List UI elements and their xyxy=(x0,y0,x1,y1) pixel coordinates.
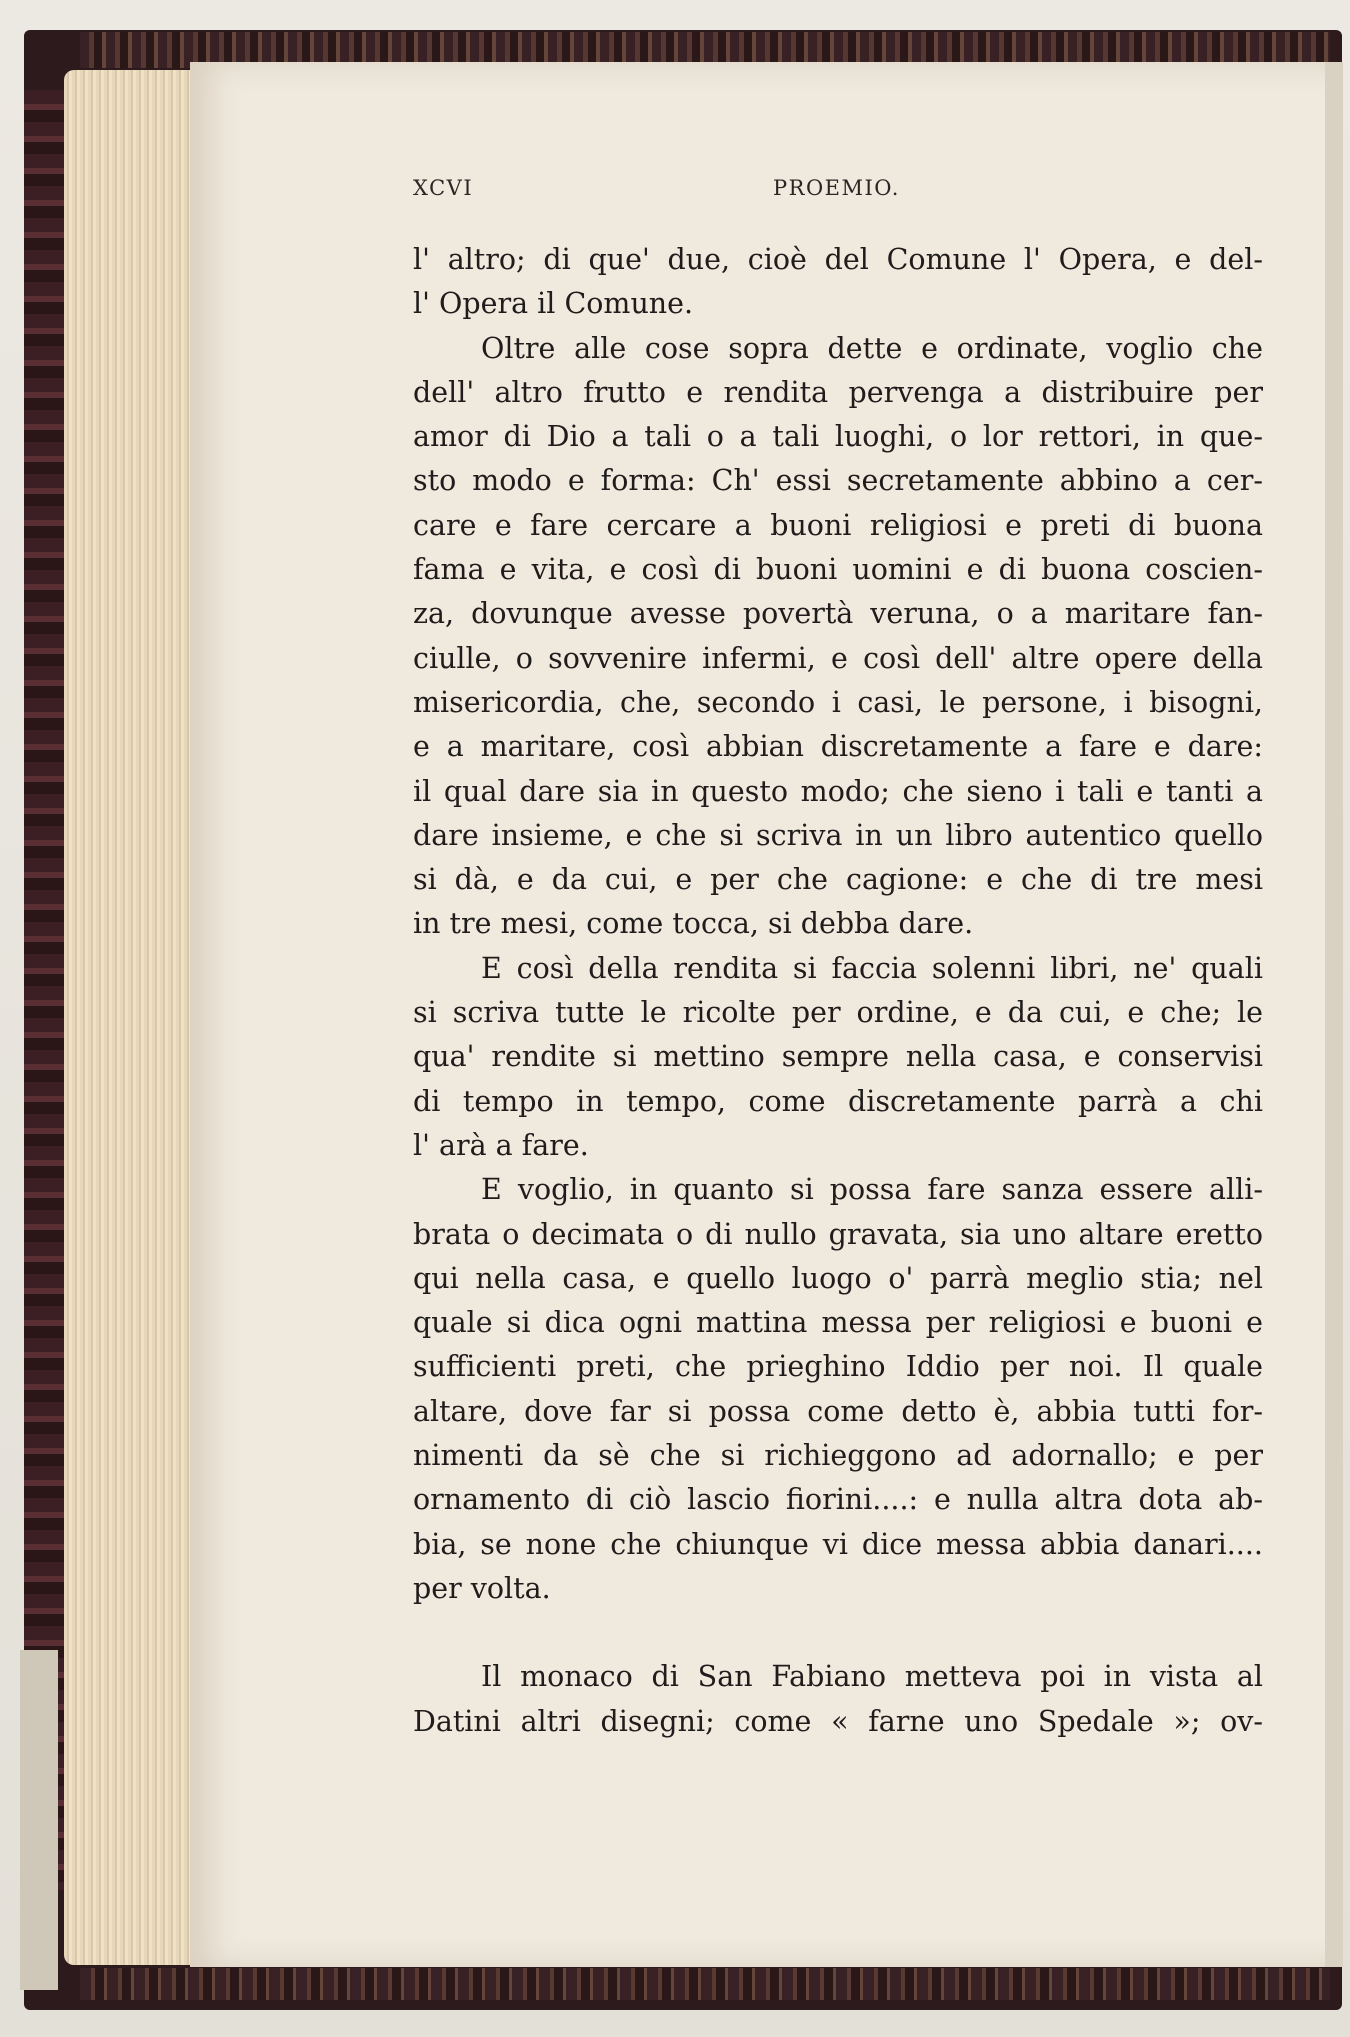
text-line: za, dovunque avesse povertà veruna, o a maritare fan- xyxy=(413,597,1263,631)
text-line: sto modo e forma: Ch' essi secretamente abbino a cer- xyxy=(413,464,1263,498)
text-line: l' Opera il Comune. xyxy=(413,287,694,321)
next-page-edge xyxy=(1325,62,1343,1967)
text-line: di tempo in tempo, come discretamente parrà a chi xyxy=(413,1084,1263,1118)
page-number: XCVI xyxy=(413,176,474,200)
text-line: il qual dare sia in questo modo; che sieno i tali e tanti a xyxy=(413,774,1263,808)
text-line: l' arà a fare. xyxy=(413,1128,589,1162)
text-line: Oltre alle cose sopra dette e ordinate, voglio che xyxy=(481,331,1263,365)
text-line: si scriva tutte le ricolte per ordine, e da cui, e che; le xyxy=(413,996,1263,1030)
text-line: sufficienti preti, che prieghino Iddio per noi. Il quale xyxy=(413,1350,1263,1384)
running-header xyxy=(413,176,1263,206)
paragraph xyxy=(413,1655,1263,1744)
text-line: qua' rendite si mettino sempre nella casa, e conservisi xyxy=(413,1040,1263,1074)
text-line: altare, dove far si possa come detto è, abbia tutti for- xyxy=(413,1394,1263,1428)
text-line: e a maritare, così abbian discretamente a fare e dare: xyxy=(413,730,1263,764)
paragraph xyxy=(413,238,1263,327)
text-line: E così della rendita si faccia solenni libri, ne' quali xyxy=(481,951,1263,985)
section-gap xyxy=(413,1611,1263,1655)
paragraph xyxy=(413,1168,1263,1611)
page-stack-edge xyxy=(64,70,204,1965)
running-title: PROEMIO. xyxy=(773,176,900,200)
body-text xyxy=(413,238,1263,1744)
text-line: brata o decimata o di nullo gravata, sia uno altare eretto xyxy=(413,1217,1263,1251)
book-spine-edge xyxy=(24,90,68,1890)
text-line: dare insieme, e che si scriva in un libro autentico quello xyxy=(413,818,1263,852)
text-line: fama e vita, e così di buoni uomini e di buona coscien- xyxy=(413,553,1263,587)
paragraph xyxy=(413,947,1263,1168)
spine-paper-patch xyxy=(20,1650,58,1990)
text-line: amor di Dio a tali o a tali luoghi, o lor rettori, in que- xyxy=(413,420,1263,454)
paragraph xyxy=(413,327,1263,947)
text-line: per volta. xyxy=(413,1571,551,1605)
text-line: E voglio, in quanto si possa fare sanza essere alli- xyxy=(481,1173,1263,1207)
text-line: dell' altro frutto e rendita pervenga a distribuire per xyxy=(413,375,1263,409)
text-line: ornamento di ciò lascio fiorini....: e nulla altra dota ab- xyxy=(413,1483,1263,1517)
text-line: misericordia, che, secondo i casi, le persone, i bisogni, xyxy=(413,685,1263,719)
text-line: nimenti da sè che si richieggono ad adornallo; e per xyxy=(413,1439,1263,1473)
text-line: care e fare cercare a buoni religiosi e preti di buona xyxy=(413,508,1263,542)
text-line: in tre mesi, come tocca, si debba dare. xyxy=(413,907,974,941)
text-line: Il monaco di San Fabiano metteva poi in vista al xyxy=(481,1660,1263,1694)
text-line: si dà, e da cui, e per che cagione: e che di tre mesi xyxy=(413,863,1263,897)
text-line: ciulle, o sovvenire infermi, e così dell' altre opere della xyxy=(413,641,1263,675)
text-line: l' altro; di que' due, cioè del Comune l' Opera, e del- xyxy=(413,243,1263,276)
text-line: Datini altri disegni; come « farne uno Spedale »; ov- xyxy=(413,1704,1263,1738)
text-line: quale si dica ogni mattina messa per religiosi e buoni e xyxy=(413,1306,1263,1340)
text-line: qui nella casa, e quello luogo o' parrà meglio stia; nel xyxy=(413,1261,1263,1295)
cover-edge-bottom xyxy=(80,1968,1330,2000)
text-line: bia, se none che chiunque vi dice messa abbia danari.... xyxy=(413,1527,1263,1561)
